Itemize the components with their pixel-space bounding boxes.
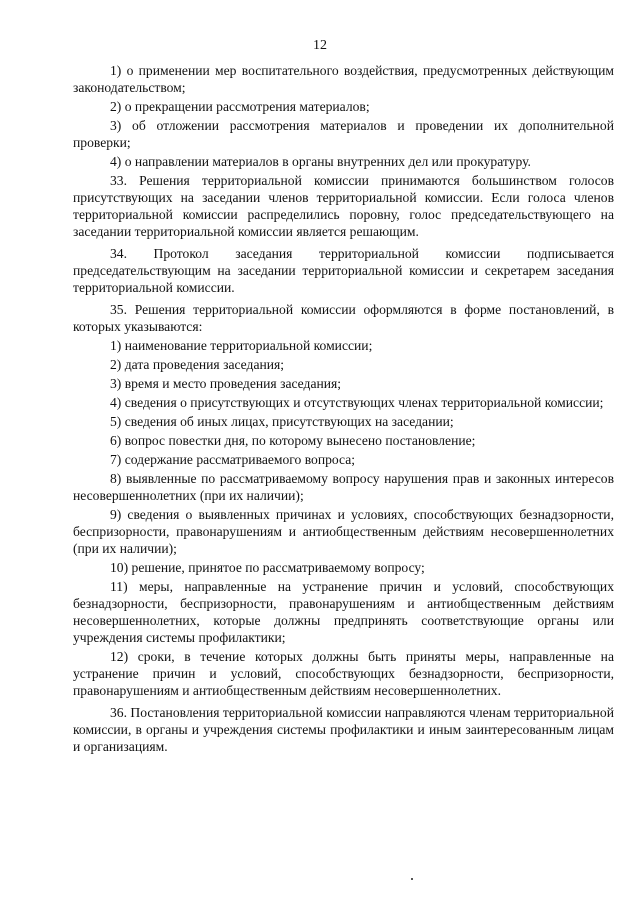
list-item-3: 3) время и место проведения заседания;	[110, 376, 342, 391]
list-item-7: 7) содержание рассматриваемого вопроса;	[110, 452, 356, 467]
paragraph-clause-34: 34. Протокол заседания территориальной комиссии подписывается председательствующим на заседании территориальной комиссии и секретарем заседания территориальной комиссии.	[73, 246, 614, 295]
paragraph-clause-33: 33. Решения территориальной комиссии принимаются большинством голосов присутствующих на заседании членов территориальной комиссии. Если голоса членов территориальной комиссии распределились поровну, голос председательствующего на заседании территориальной комиссии является решающим.	[73, 173, 614, 239]
page-number: 12	[313, 38, 327, 53]
paragraph-item-3: 3) об отложении рассмотрения материалов и проведении их дополнительной проверки;	[73, 118, 614, 150]
list-item-12: 12) сроки, в течение которых должны быть приняты меры, направленные на устранение причин и условий, способствующих безнадзорности, беспризорности, правонарушениям и антиобщественным действиям несовершеннолетних.	[73, 649, 614, 698]
list-item-5: 5) сведения об иных лицах, присутствующих на заседании;	[110, 414, 454, 429]
list-item-10: 10) решение, принятое по рассматриваемому вопросу;	[110, 560, 425, 575]
paragraph-clause-36: 36. Постановления территориальной комиссии направляются членам территориальной комиссии, в органы и учреждения системы профилактики и иным заинтересованным лицам и организациям.	[73, 705, 614, 754]
scan-artifact-dot	[411, 878, 413, 880]
list-item-4: 4) сведения о присутствующих и отсутствующих членах территориальной комиссии;	[110, 395, 604, 410]
list-item-1: 1) наименование территориальной комиссии;	[110, 338, 373, 353]
list-item-2: 2) дата проведения заседания;	[110, 357, 285, 372]
list-item-6: 6) вопрос повестки дня, по которому вынесено постановление;	[110, 433, 476, 448]
paragraph-clause-35: 35. Решения территориальной комиссии оформляются в форме постановлений, в которых указываются:	[73, 302, 614, 334]
list-item-8: 8) выявленные по рассматриваемому вопросу нарушения прав и законных интересов несовершеннолетних (при их наличии);	[73, 471, 614, 503]
paragraph-item-2: 2) о прекращении рассмотрения материалов;	[110, 99, 370, 114]
paragraph-item-1: 1) о применении мер воспитательного воздействия, предусмотренных действующим законодательством;	[73, 63, 614, 95]
list-item-11: 11) меры, направленные на устранение причин и условий, способствующих безнадзорности, беспризорности, правонарушениям и антиобщественным действиям несовершеннолетних, которые должны предпринять соответствующие органы или учреждения системы профилактики;	[73, 579, 614, 645]
list-item-9: 9) сведения о выявленных причинах и условиях, способствующих безнадзорности, беспризорности, правонарушениям и антиобщественным действиям несовершеннолетних (при их наличии);	[73, 507, 614, 556]
document-body	[73, 62, 614, 757]
paragraph-item-4: 4) о направлении материалов в органы внутренних дел или прокуратуру.	[110, 154, 531, 169]
